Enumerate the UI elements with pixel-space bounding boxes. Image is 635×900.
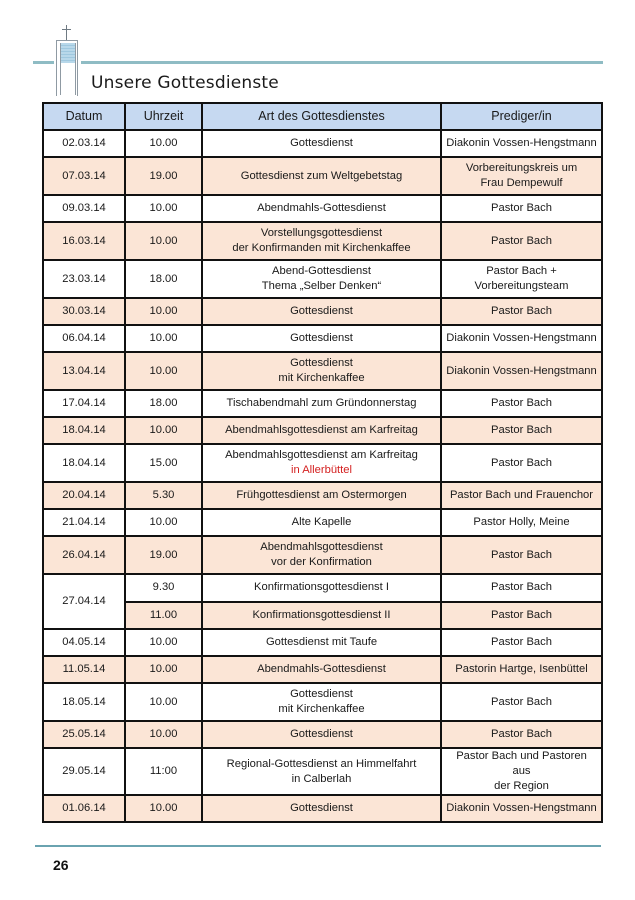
cell-time [125,298,202,325]
cell-date-text: 04.05.14 [62,636,106,648]
cell-time [125,574,202,602]
cell-date-text: 30.03.14 [62,305,106,317]
cell-time [125,130,202,157]
cell-time [125,748,202,795]
church-tower-icon [56,40,78,96]
cell-preacher [441,130,602,157]
cell-service [202,683,441,721]
cell-preacher-text: Pastor Bach + Vorbereitungsteam [474,265,569,292]
cell-preacher-text: Pastor Bach [491,636,552,648]
cell-date [43,795,125,822]
cell-date [43,509,125,536]
table-row [43,536,602,574]
cell-preacher-text: Pastor Bach [491,234,552,247]
cell-time [125,157,202,195]
cell-date-text: 20.04.14 [62,489,106,501]
cell-time-text: 5.30 [152,489,175,501]
cell-preacher-text: Pastor Bach [491,728,552,740]
cell-service [202,260,441,298]
cell-preacher-text: Pastor Bach [491,456,552,469]
cell-date [43,536,125,574]
cell-date-text: 27.04.14 [62,595,106,607]
cell-service [202,130,441,157]
cell-date-text: 06.04.14 [62,332,106,344]
cell-preacher [441,656,602,683]
cell-service-text: Abend-Gottesdienst [272,265,371,277]
cell-time-text: 10.00 [149,137,178,149]
cell-date [43,222,125,260]
cell-time-text: 10.00 [149,364,178,377]
cell-preacher-text: Pastor Bach und Pastoren aus [456,750,587,777]
cell-preacher [441,683,602,721]
cell-time-text: 18.00 [149,272,178,285]
cell-time-text: 19.00 [149,548,178,561]
cell-date [43,260,125,298]
cell-preacher [441,260,602,298]
cell-service [202,721,441,748]
cell-service [202,157,441,195]
cell-date-text: 18.04.14 [62,456,106,469]
cell-time [125,260,202,298]
cell-preacher [441,417,602,444]
cell-time [125,602,202,630]
cell-service-text-line2: in Allerbüttel [291,464,352,476]
cell-preacher [441,195,602,222]
cell-time-text: 10.00 [149,305,178,317]
cell-time [125,721,202,748]
cell-preacher [441,444,602,482]
table-row [43,482,602,509]
cell-preacher-text: Pastor Bach [491,397,552,409]
cell-service [202,195,441,222]
cell-date [43,748,125,795]
table-row [43,298,602,325]
cell-time-text: 10.00 [149,663,178,675]
cell-service [202,222,441,260]
table-row [43,509,602,536]
cell-date [43,482,125,509]
table-row [43,352,602,390]
cell-time-text: 10.00 [149,802,178,814]
cell-service [202,352,441,390]
cell-service [202,602,441,630]
cell-service-text: Gottesdienst [290,802,353,814]
cell-preacher-text: Pastor Holly, Meine [473,516,570,528]
table-row [43,325,602,352]
cell-service-text-line2: mit Kirchenkaffee [278,703,365,715]
table-row [43,721,602,748]
cell-date [43,352,125,390]
cell-service-text-line2: vor der Konfirmation [271,556,372,568]
cell-date-text: 17.04.14 [62,397,106,409]
cell-service [202,325,441,352]
cell-preacher-text: Pastor Bach [491,581,552,594]
cell-date-text: 16.03.14 [62,234,106,247]
cell-time [125,482,202,509]
cell-preacher [441,482,602,509]
cell-service [202,444,441,482]
cell-preacher [441,222,602,260]
cell-time [125,195,202,222]
cell-date [43,656,125,683]
page-number: 26 [53,857,69,873]
header-date: Datum [43,103,125,130]
cell-service [202,390,441,417]
footer-rule [35,845,601,847]
cell-preacher-text: Pastor Bach [491,305,552,317]
cell-service-text: Frühgottesdienst am Ostermorgen [236,489,407,501]
cell-date [43,195,125,222]
cell-date-text: 25.05.14 [62,728,106,740]
table-row [43,130,602,157]
cell-time [125,683,202,721]
cell-time-text: 11.00 [149,608,178,621]
cell-date-text: 18.04.14 [62,424,106,436]
table-row [43,629,602,656]
cell-time-text: 10.00 [149,202,178,214]
cell-service-text: Gottesdienst [290,688,353,700]
table-row [43,748,602,795]
table-row [43,260,602,298]
cell-service-text: Gottesdienst [290,357,353,369]
cell-time [125,536,202,574]
cell-preacher-text: Pastorin Hartge, Isenbüttel [455,663,588,675]
cell-service-text-line2: mit Kirchenkaffee [278,372,365,384]
cell-service-text: Gottesdienst [290,137,353,149]
cell-preacher [441,390,602,417]
table-row [43,683,602,721]
cell-date [43,417,125,444]
table-row [43,656,602,683]
cell-time [125,629,202,656]
cell-preacher-text: Diakonin Vossen-Hengstmann [446,332,597,344]
cell-service [202,574,441,602]
cell-service-text: Gottesdienst [290,305,353,317]
cell-service-text: Abendmahls-Gottesdienst [257,202,386,214]
cell-service [202,656,441,683]
cell-time-text: 10.00 [149,636,178,648]
table-row [43,222,602,260]
cell-date [43,325,125,352]
cell-preacher-text-line2: Frau Dempewulf [480,177,563,189]
tower-window [61,43,75,63]
cell-preacher [441,748,602,795]
cell-time-text: 9.30 [152,581,175,594]
cell-preacher-text: Pastor Bach [491,548,552,561]
cell-time-text: 10.00 [149,695,178,708]
cell-preacher-text: Pastor Bach [491,608,552,621]
table-row [43,574,602,602]
cross-icon-horizontal [62,29,71,30]
cell-service [202,509,441,536]
table-row [43,795,602,822]
cell-preacher [441,352,602,390]
cell-date-text: 26.04.14 [62,548,106,561]
cell-date [43,574,125,629]
cell-date-text: 18.05.14 [62,695,106,708]
cell-service-text: Alte Kapelle [291,516,352,528]
table-header-row [43,103,602,130]
cell-service-text: Vorstellungsgottesdienst [260,227,383,239]
cell-date [43,629,125,656]
cell-service-text: Tischabendmahl zum Gründonnerstag [226,397,417,409]
cell-service-text: Gottesdienst [290,332,353,344]
header-rule [33,61,603,64]
cell-service [202,536,441,574]
table-body [43,130,602,822]
cell-preacher [441,536,602,574]
cell-service-text: Gottesdienst [290,728,353,740]
cell-service-text: Gottesdienst mit Taufe [265,636,378,648]
cell-time [125,352,202,390]
cell-service-text: Abendmahls-Gottesdienst [257,663,386,675]
cell-time [125,325,202,352]
cell-time [125,417,202,444]
cell-time [125,509,202,536]
cell-time-text: 11:00 [149,765,178,777]
cell-preacher-text: Diakonin Vossen-Hengstmann [446,137,597,149]
cell-service [202,298,441,325]
header-time: Uhrzeit [125,103,202,130]
cell-service [202,629,441,656]
table-row [43,417,602,444]
cell-time-text: 10.00 [149,234,178,247]
cell-service-text-line2: in Calberlah [291,772,352,785]
cell-date-text: 23.03.14 [62,272,106,285]
cell-service [202,795,441,822]
cell-date [43,683,125,721]
cell-time-text: 10.00 [149,728,178,740]
cell-service-text: Konfirmationsgottesdienst I [254,581,389,594]
cell-date-text: 07.03.14 [62,169,106,182]
cell-service-text: Abendmahlsgottesdienst [260,541,383,553]
cell-preacher-text: Pastor Bach [491,695,552,708]
cell-time-text: 10.00 [149,516,178,528]
cell-preacher [441,602,602,630]
cell-time [125,795,202,822]
cell-preacher-text: Vorbereitungskreis um [465,162,578,174]
cell-service-text-line2: Thema „Selber Denken“ [261,280,382,292]
cell-time-text: 18.00 [149,397,178,409]
page-title: Unsere Gottesdienste [91,73,279,93]
cell-time-text: 10.00 [149,424,178,436]
cell-date [43,390,125,417]
cell-preacher-text-line2: der Region [494,780,549,792]
cell-service-text: Abendmahlsgottesdienst am Karfreitag [225,424,418,436]
table-row [43,444,602,482]
table-row [43,157,602,195]
service-schedule-table [42,102,603,823]
cell-service-text: Konfirmationsgottesdienst II [252,608,391,621]
cell-preacher-text: Pastor Bach [491,424,552,436]
cell-preacher-text: Diakonin Vossen-Hengstmann [446,364,597,377]
cell-date-text: 21.04.14 [62,516,106,528]
cell-preacher [441,509,602,536]
cell-date-text: 09.03.14 [62,202,106,214]
cell-service-text: Gottesdienst zum Weltgebetstag [240,169,403,182]
cell-time [125,656,202,683]
cell-service-text-line2: der Konfirmanden mit Kirchenkaffee [232,242,411,254]
cell-preacher [441,795,602,822]
cell-date [43,157,125,195]
cell-preacher [441,629,602,656]
cell-service-text: Regional-Gottesdienst an Himmelfahrt [226,757,417,770]
cell-time [125,390,202,417]
cell-date-text: 11.05.14 [62,663,106,675]
cell-preacher-text: Pastor Bach [491,202,552,214]
tower-inner [60,43,76,95]
cell-date-text: 02.03.14 [62,137,106,149]
cell-service-text: Abendmahlsgottesdienst am Karfreitag [225,449,418,461]
cell-preacher [441,721,602,748]
cell-date [43,130,125,157]
header-preacher: Prediger/in [441,103,602,130]
cell-time-text: 10.00 [149,332,178,344]
table-row [43,602,602,630]
table-row [43,390,602,417]
cell-preacher [441,574,602,602]
cell-date [43,298,125,325]
cell-date-text: 01.06.14 [62,802,106,814]
cell-service [202,482,441,509]
cell-date [43,721,125,748]
cell-preacher-text: Pastor Bach und Frauenchor [449,489,594,501]
cell-time-text: 19.00 [149,169,178,182]
cell-service [202,417,441,444]
cross-icon-vertical [66,25,67,40]
cell-preacher-text: Diakonin Vossen-Hengstmann [446,802,597,814]
cell-preacher [441,325,602,352]
cell-preacher [441,298,602,325]
table-row [43,195,602,222]
cell-time-text: 15.00 [149,456,178,469]
cell-date-text: 29.05.14 [62,765,106,777]
cell-date-text: 13.04.14 [62,364,106,377]
cell-time [125,222,202,260]
cell-date [43,444,125,482]
cell-time [125,444,202,482]
header-service: Art des Gottesdienstes [202,103,441,130]
cell-preacher [441,157,602,195]
cell-service [202,748,441,795]
